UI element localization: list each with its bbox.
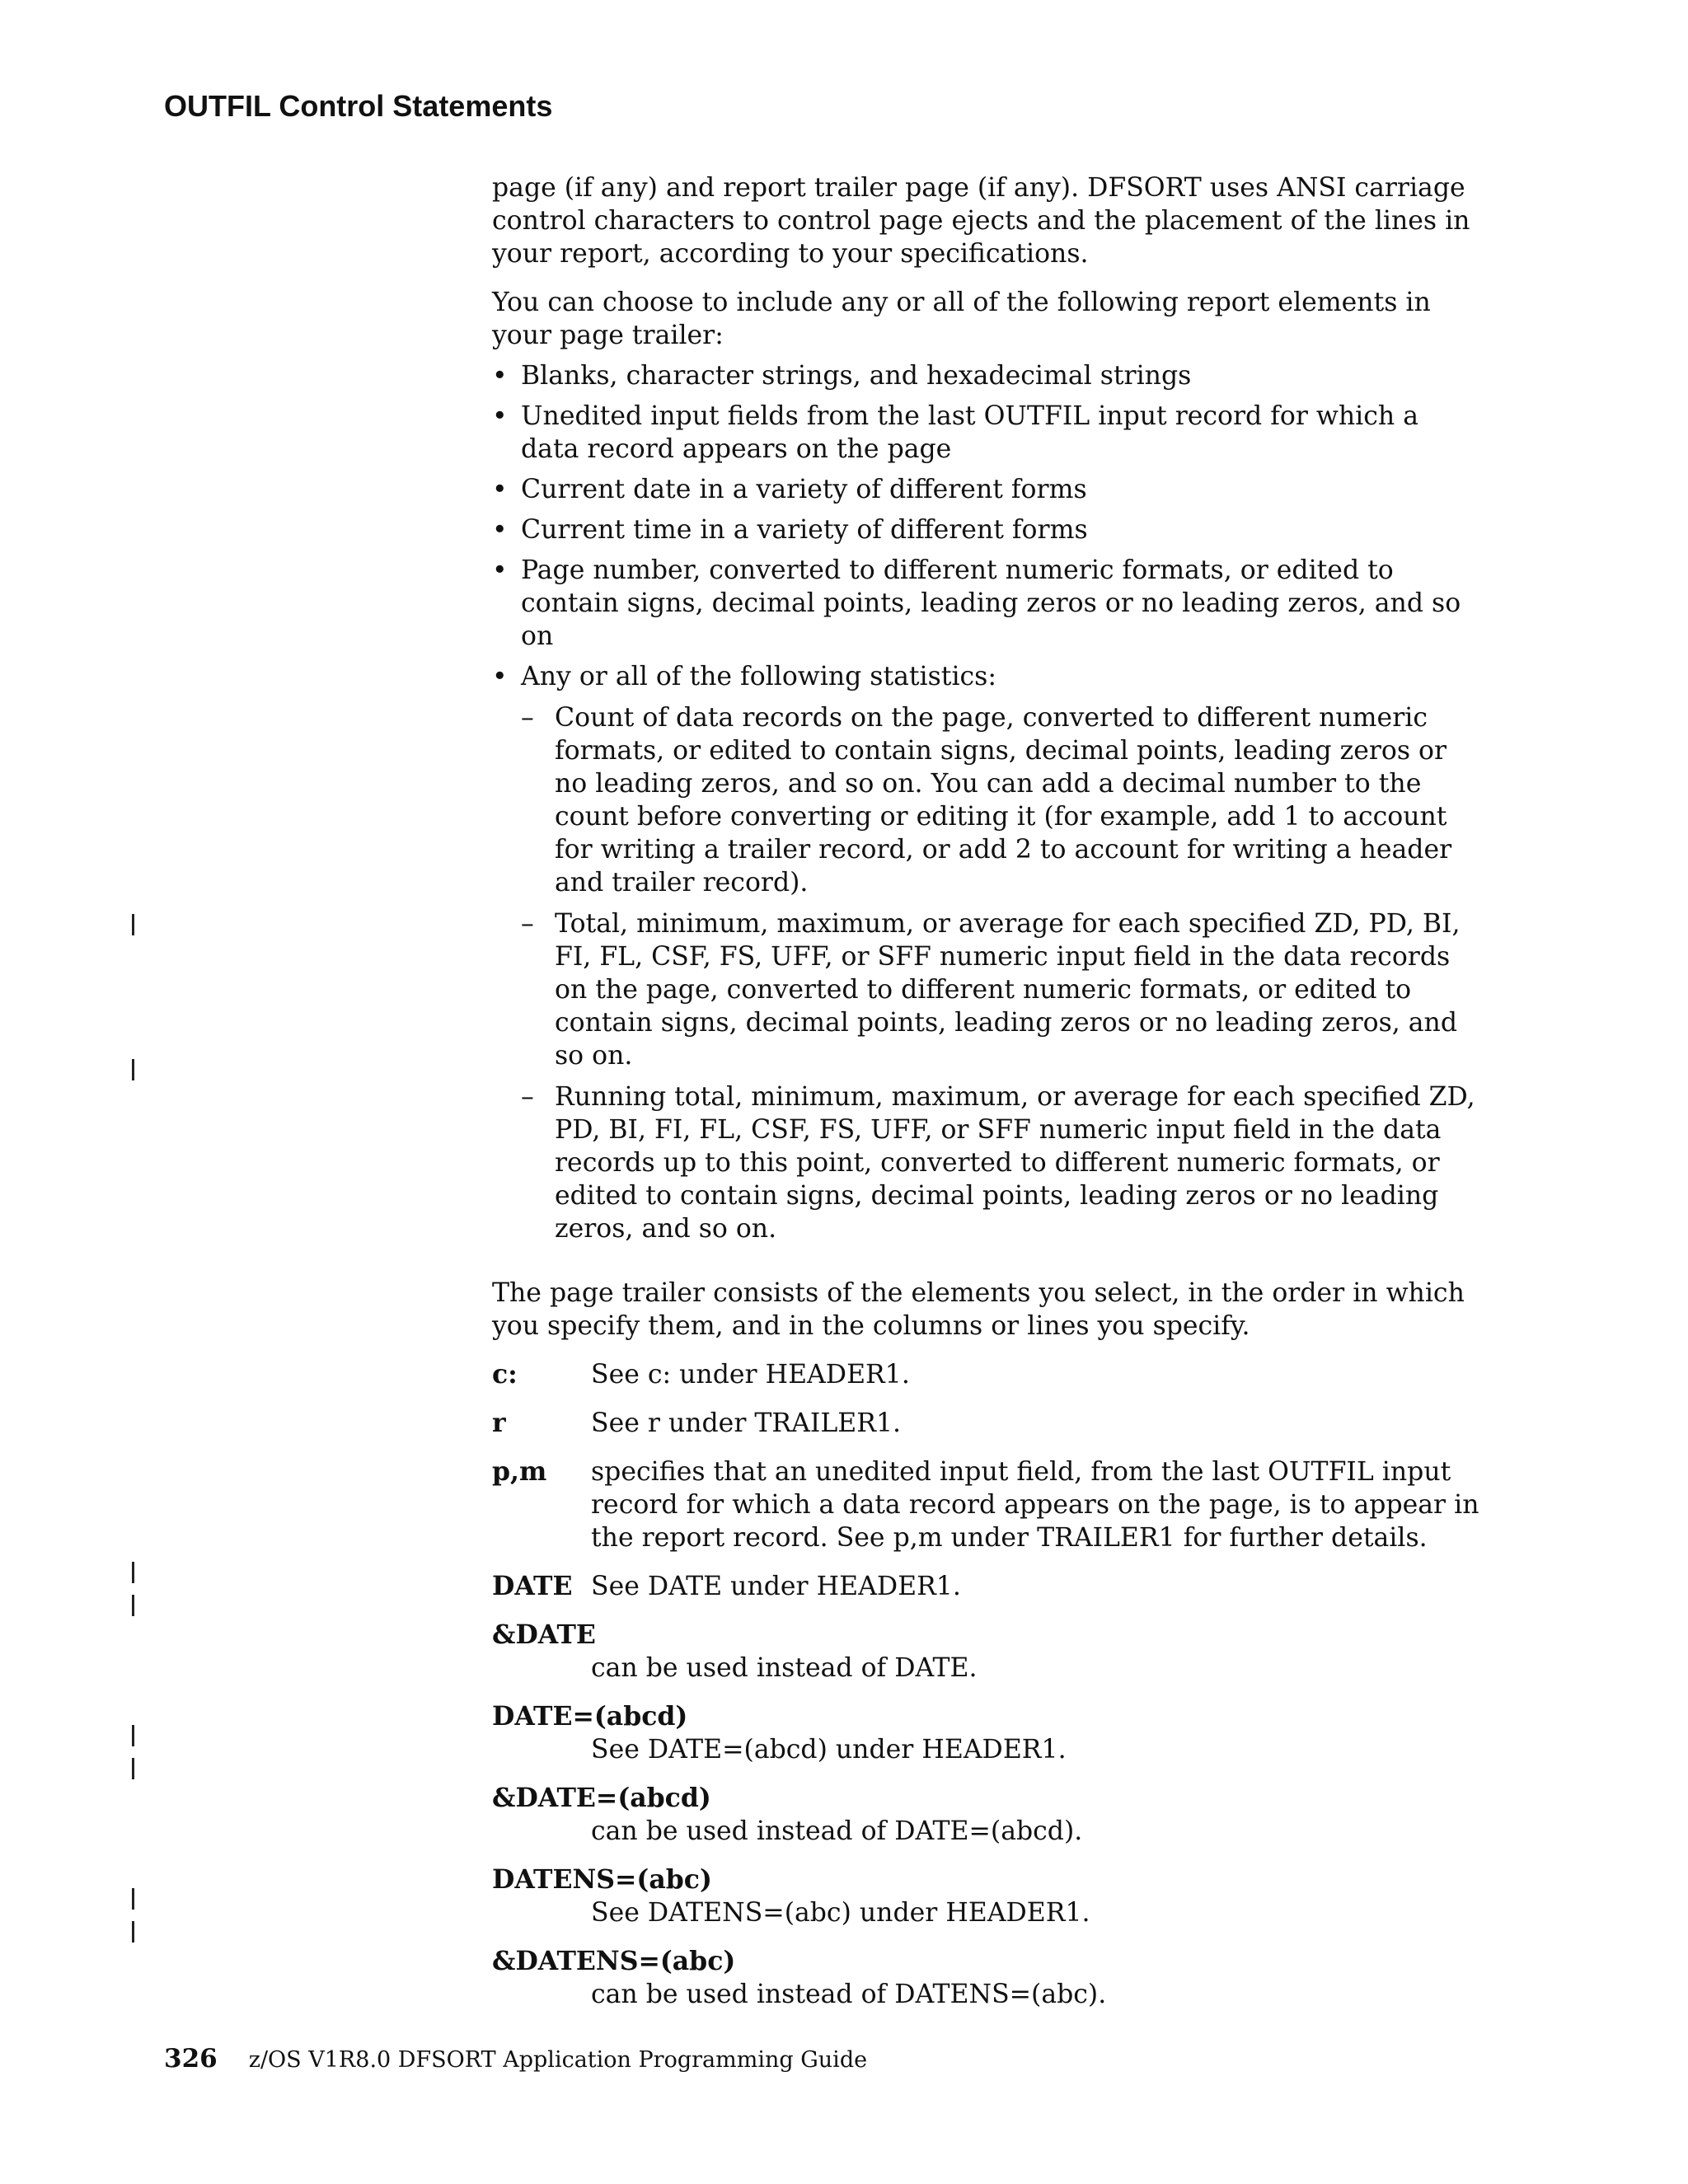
dash-mark: – — [521, 703, 534, 733]
list-item — [492, 554, 1481, 653]
definition-description: can be used instead of DATE. — [591, 1653, 978, 1683]
dash-mark: – — [521, 1082, 534, 1112]
list-item-text: Unedited input fields from the last OUTFIL input record for which a data record appears on the page — [521, 401, 1418, 464]
change-bar — [132, 1921, 134, 1943]
change-bar — [132, 1758, 134, 1779]
page-header-title: OUTFIL Control Statements — [164, 89, 553, 123]
list-item-text: Any or all of the following statistics: — [521, 662, 996, 691]
definition-description: See r under TRAILER1. — [591, 1408, 902, 1438]
list-item — [492, 660, 1481, 1245]
definition-term: p,m — [492, 1456, 547, 1487]
definition-term: c: — [492, 1359, 518, 1390]
list-item — [492, 473, 1481, 506]
list-item-text: Blanks, character strings, and hexadecimal strings — [521, 361, 1192, 391]
sub-list-item-text: Running total, minimum, maximum, or average for each specified ZD, PD, BI, FI, FL, CSF, FS, UFF, or SFF numeric input field in the data records up to this point, converted to different numeric formats, or edited to contain signs, decimal points, leading zeros or no leading zeros, and so on. — [555, 1082, 1475, 1244]
page-number: 326 — [164, 2044, 218, 2074]
change-bar — [132, 1595, 134, 1616]
definition-entry — [492, 1455, 1481, 1554]
statistics-list — [521, 701, 1481, 1245]
definition-description: See c: under HEADER1. — [591, 1360, 910, 1390]
definition-description: can be used instead of DATENS=(abc). — [591, 1980, 1107, 2009]
bullet-mark: • — [492, 555, 508, 585]
definition-entry — [492, 1407, 1481, 1440]
definition-entry — [492, 1570, 1481, 1603]
report-elements-list — [492, 359, 1481, 1245]
list-item-text: Page number, converted to different numeric formats, or edited to contain signs, decimal points, leading zeros or no leading zeros, and so on — [521, 555, 1461, 651]
change-bar — [132, 914, 134, 935]
list-item — [492, 513, 1481, 546]
bullet-mark: • — [492, 515, 508, 545]
bullet-mark: • — [492, 401, 508, 431]
list-item — [492, 400, 1481, 466]
sub-list-item-text: Total, minimum, maximum, or average for each specified ZD, PD, BI, FI, FL, CSF, FS, UFF, or SFF numeric input field in the data records on the page, converted to different numeric formats, or edited to contain signs, decimal points, leading zeros or no leading zeros, and so on. — [555, 909, 1461, 1071]
change-bar — [132, 1888, 134, 1910]
sub-list-item — [521, 1080, 1481, 1245]
intro-paragraph: You can choose to include any or all of the following report elements in your page trailer: — [492, 288, 1431, 350]
definition-term: &DATE=(abcd) — [492, 1783, 711, 1813]
intro-paragraph: page (if any) and report trailer page (if any). DFSORT uses ANSI carriage control characters to control page ejects and the placement of the lines in your report, according to your specifications. — [492, 173, 1470, 269]
definition-term: DATE=(abcd) — [492, 1701, 688, 1732]
change-bar — [132, 1562, 134, 1583]
sub-list-item — [521, 701, 1481, 899]
definition-description: can be used instead of DATE=(abcd). — [591, 1816, 1083, 1846]
definition-term: &DATE — [492, 1619, 596, 1650]
bullet-mark: • — [492, 475, 508, 504]
definition-term: DATE — [492, 1571, 573, 1601]
definition-description: See DATE under HEADER1. — [591, 1572, 961, 1601]
definition-entry — [492, 1945, 1481, 2011]
list-item-text: Current date in a variety of different forms — [521, 475, 1087, 504]
definition-entry — [492, 1863, 1481, 1929]
definition-description: specifies that an unedited input field, from the last OUTFIL input record for which a data record appears on the page, is to appear in the report record. See p,m under TRAILER1 for further details. — [591, 1457, 1479, 1553]
definition-entry — [492, 1782, 1481, 1848]
definition-term: r — [492, 1408, 506, 1438]
main-content — [492, 171, 1481, 2027]
change-bar — [132, 1725, 134, 1746]
sub-list-item — [521, 907, 1481, 1072]
sub-list-item-text: Count of data records on the page, converted to different numeric formats, or edited to contain signs, decimal points, leading zeros or no leading zeros, and so on. You can add a decimal number to the count before converting or editing it (for example, add 1 to account for writing a trailer record, or add 2 to account for writing a header and trailer record). — [555, 703, 1452, 898]
definition-entry — [492, 1358, 1481, 1391]
definition-entry — [492, 1619, 1481, 1685]
book-title: z/OS V1R8.0 DFSORT Application Programming Guide — [248, 2047, 868, 2073]
list-item-text: Current time in a variety of different forms — [521, 515, 1088, 545]
definition-description: See DATENS=(abc) under HEADER1. — [591, 1898, 1090, 1928]
definition-term: &DATENS=(abc) — [492, 1946, 736, 1976]
bullet-mark: • — [492, 662, 508, 691]
definition-entry — [492, 1700, 1481, 1766]
list-item — [492, 359, 1481, 392]
dash-mark: – — [521, 909, 534, 939]
change-bar — [132, 1059, 134, 1080]
definition-description: See DATE=(abcd) under HEADER1. — [591, 1735, 1067, 1765]
page-footer — [164, 2044, 867, 2074]
definition-term: DATENS=(abc) — [492, 1864, 712, 1895]
bullet-mark: • — [492, 361, 508, 391]
trailer-paragraph: The page trailer consists of the elements you select, in the order in which you specify them, and in the columns or lines you specify. — [492, 1278, 1465, 1341]
